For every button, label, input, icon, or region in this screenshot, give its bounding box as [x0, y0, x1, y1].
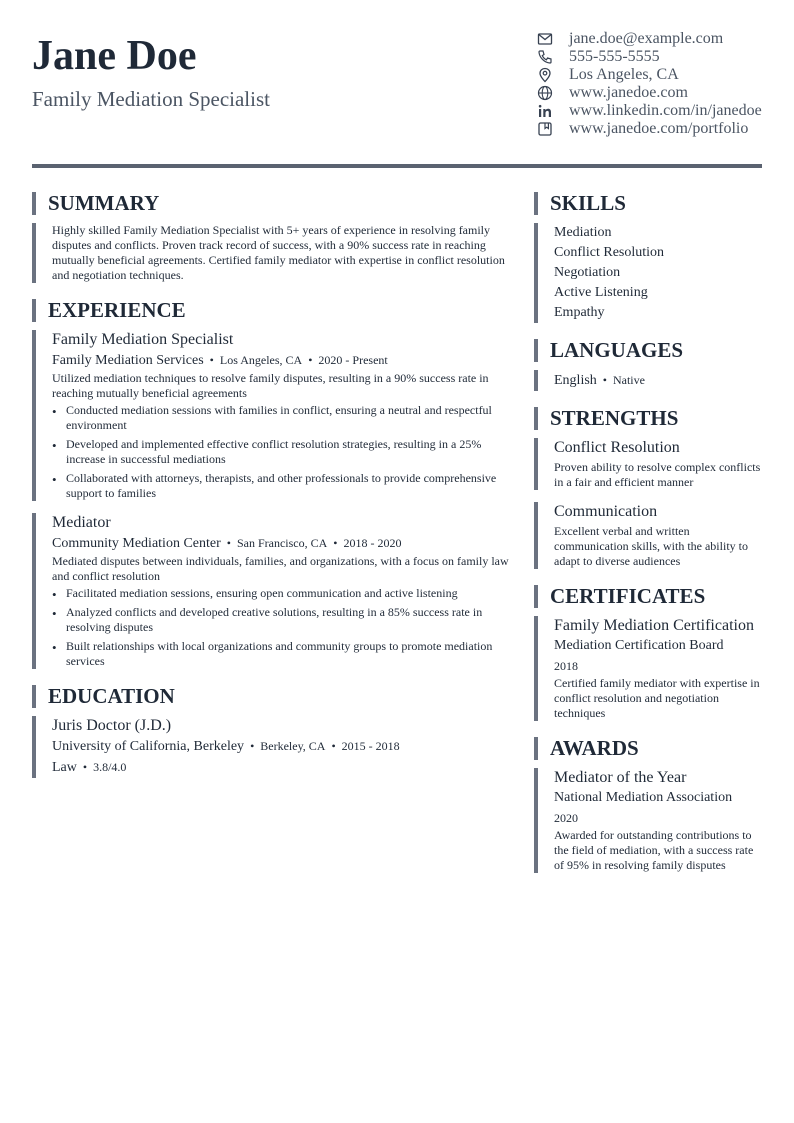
contact-linkedin-text: www.linkedin.com/in/janedoe [569, 102, 762, 119]
contact-email[interactable] [537, 30, 777, 48]
education-item [32, 716, 510, 778]
language-level: Native [612, 373, 645, 387]
candidate-name: Jane Doe [32, 33, 197, 79]
side-column [534, 192, 762, 889]
experience-bullets [52, 586, 510, 669]
education-field: Law [52, 760, 77, 775]
experience-meta: Family Mediation Services • Los Angeles, CA • 2020 - Present [52, 353, 388, 368]
skills-block [534, 223, 762, 323]
experience-dates: 2020 - Present [318, 353, 388, 367]
skill-item: Empathy [554, 305, 605, 320]
education-school: University of California, Berkeley [52, 739, 245, 754]
certificate-item [534, 616, 762, 721]
contact-location [537, 66, 777, 84]
skill-item: Mediation [554, 225, 612, 240]
header-divider [32, 164, 762, 168]
experience-heading: EXPERIENCE [32, 299, 510, 322]
education-degree: Juris Doctor (J.D.) [52, 717, 172, 734]
summary-text: Highly skilled Family Mediation Specialist with 5+ years of experience in resolving family disputes and conflicts. Proven track record of success, with a 90% success rate in reaching mutually beneficial agreements. Certified family mediator with expertise in conflict resolution and negotiation techniques. [52, 223, 505, 282]
candidate-title: Family Mediation Specialist [32, 87, 270, 111]
experience-bullet: • Collaborated with attorneys, therapists, and other professionals to provide comprehensive support to families [52, 471, 510, 501]
experience-bullet: • Analyzed conflicts and developed creative solutions, resulting in a 85% success rate in resolving disputes [52, 605, 510, 635]
contact-phone-text: 555-555-5555 [569, 48, 660, 65]
resume-header [32, 30, 762, 150]
language-item: English • Native [554, 373, 645, 388]
experience-bullet: • Conducted mediation sessions with families in conflict, ensuring a neutral and respectful environment [52, 403, 510, 433]
experience-bullet: • Developed and implemented effective conflict resolution strategies, resulting in a 25% increase in successful mediations [52, 437, 510, 467]
experience-company: Family Mediation Services [52, 353, 204, 368]
contact-phone[interactable] [537, 48, 777, 66]
globe-icon [537, 85, 553, 101]
languages-heading: LANGUAGES [534, 339, 762, 362]
award-title: Mediator of the Year [554, 769, 687, 786]
award-year: 2020 [554, 811, 578, 825]
languages-block [534, 370, 762, 391]
experience-company: Community Mediation Center [52, 536, 221, 551]
education-dates: 2015 - 2018 [341, 739, 400, 753]
experience-meta: Community Mediation Center • San Francisco, CA • 2018 - 2020 [52, 536, 402, 551]
experience-role: Family Mediation Specialist [52, 331, 234, 348]
strength-item [534, 438, 762, 490]
experience-bullet: • Facilitated mediation sessions, ensuring open communication and active listening [52, 586, 510, 601]
education-heading: EDUCATION [32, 685, 510, 708]
award-item [534, 768, 762, 873]
certificate-text: Certified family mediator with expertise in conflict resolution and negotiation techniques [554, 676, 760, 720]
education-location: Berkeley, CA [260, 739, 326, 753]
experience-role: Mediator [52, 514, 111, 531]
portfolio-bookmark-icon [537, 121, 553, 137]
education-meta: University of California, Berkeley • Berkeley, CA • 2015 - 2018 [52, 739, 400, 754]
strength-text: Proven ability to resolve complex conflicts in a fair and efficient manner [554, 460, 761, 489]
summary-heading: SUMMARY [32, 192, 510, 215]
skill-item: Conflict Resolution [554, 245, 665, 260]
contact-website-text: www.janedoe.com [569, 84, 688, 101]
experience-item [32, 330, 510, 501]
education-gpa: 3.8/4.0 [93, 760, 127, 774]
strength-title: Communication [554, 503, 658, 520]
contact-email-text: jane.doe@example.com [569, 30, 724, 47]
location-pin-icon [537, 67, 553, 83]
award-text: Awarded for outstanding contributions to the field of mediation, with a success rate of 95% in resolving family disputes [554, 828, 754, 872]
skills-heading: SKILLS [534, 192, 762, 215]
certificates-heading: CERTIFICATES [534, 585, 762, 608]
experience-item [32, 513, 510, 669]
mail-icon [537, 31, 553, 47]
phone-icon [537, 49, 553, 65]
contact-list [537, 30, 777, 138]
awards-heading: AWARDS [534, 737, 762, 760]
contact-portfolio[interactable] [537, 120, 777, 138]
language-name: English [554, 373, 597, 388]
award-issuer: National Mediation Association [554, 790, 733, 805]
experience-location: San Francisco, CA [236, 536, 328, 550]
main-column [32, 192, 510, 794]
skill-item: Negotiation [554, 265, 621, 280]
contact-linkedin[interactable] [537, 102, 777, 120]
summary-block [32, 223, 510, 283]
experience-bullet: • Built relationships with local organizations and community groups to promote mediation services [52, 639, 510, 669]
education-field-gpa: Law • 3.8/4.0 [52, 760, 127, 775]
contact-website[interactable] [537, 84, 777, 102]
experience-dates: 2018 - 2020 [343, 536, 402, 550]
linkedin-icon [537, 103, 553, 119]
experience-description: Utilized mediation techniques to resolve family disputes, resulting in a 90% success rate in reaching mutually beneficial agreements [52, 371, 489, 400]
contact-location-text: Los Angeles, CA [569, 66, 679, 83]
strength-title: Conflict Resolution [554, 439, 680, 456]
strength-text: Excellent verbal and written communication skills, with the ability to adapt to diverse audiences [554, 524, 748, 568]
strengths-heading: STRENGTHS [534, 407, 762, 430]
strength-item [534, 502, 762, 569]
experience-location: Los Angeles, CA [219, 353, 303, 367]
skill-item: Active Listening [554, 285, 648, 300]
contact-portfolio-text: www.janedoe.com/portfolio [569, 120, 749, 137]
experience-bullets [52, 403, 510, 501]
experience-description: Mediated disputes between individuals, families, and organizations, with a focus on family law and conflict resolution [52, 554, 509, 583]
certificate-issuer: Mediation Certification Board [554, 638, 724, 653]
certificate-year: 2018 [554, 659, 578, 673]
certificate-title: Family Mediation Certification [554, 617, 754, 634]
